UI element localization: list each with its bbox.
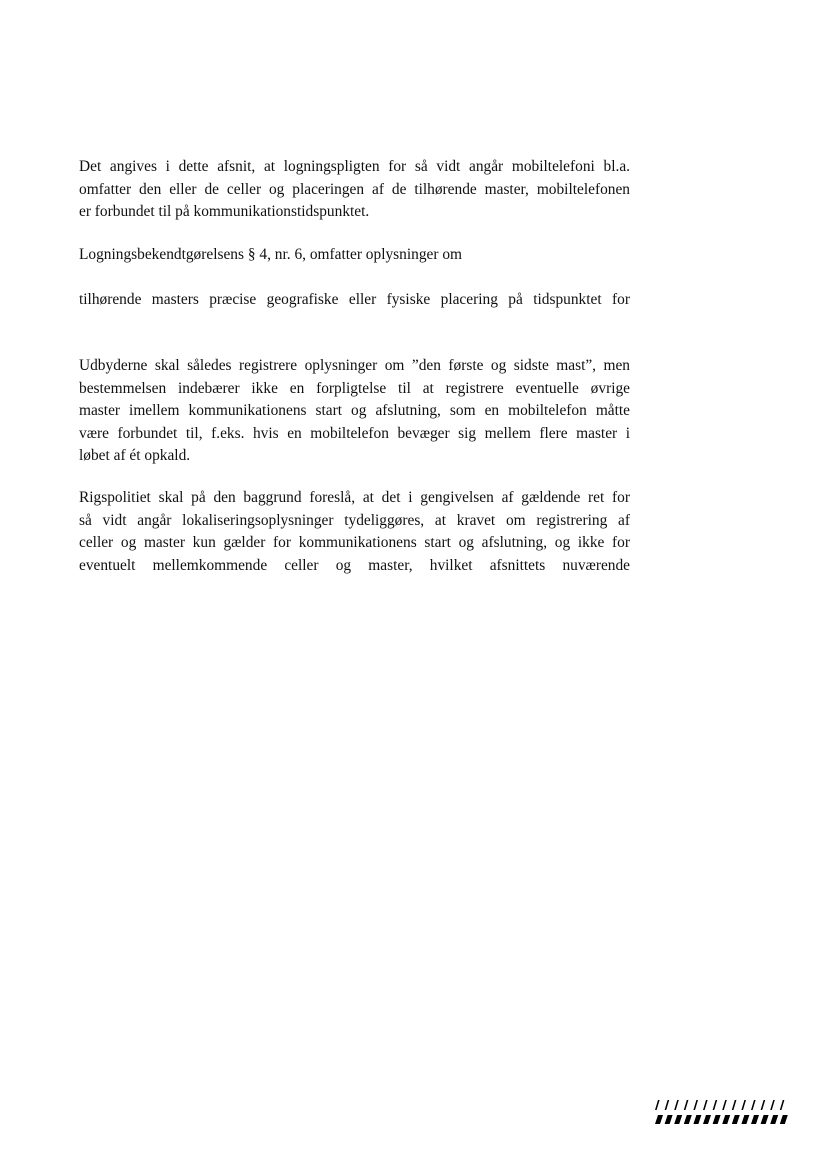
text-line: bestemmelsen indebærer ikke en forpligtelse til at registrere eventuelle øvrige bbox=[79, 379, 630, 397]
text-line: tilhørende masters præcise geografiske eller fysiske placering på tidspunktet for bbox=[79, 291, 630, 308]
text-line: Logningsbekendtgørelsens § 4, nr. 6, omfatter oplysninger om bbox=[79, 246, 462, 263]
text-line: master imellem kommunikationens start og afslutning, som en mobiltelefon måtte bbox=[79, 402, 630, 420]
text-line: celler og master kun gælder for kommunikationens start og afslutning, og ikke for bbox=[79, 534, 630, 552]
text-line: eventuelt mellemkommende celler og master, hvilket afsnittets nuværende bbox=[79, 556, 630, 574]
text-line: løbet af ét opkald. bbox=[79, 447, 191, 465]
text-line: Rigspolitiet skal på den baggrund foreslå, at det i gengivelsen af gældende ret for bbox=[79, 489, 630, 506]
paragraph-first-last-mast bbox=[79, 355, 630, 468]
paragraph-logging-scope bbox=[79, 156, 630, 224]
text-line: omfatter den eller de celler og placeringen af de tilhørende master, mobiltelefonen bbox=[79, 180, 630, 198]
barcode-icon bbox=[653, 1098, 789, 1126]
text-line: Udbyderne skal således registrere oplysninger om ”den første og sidste mast”, men bbox=[79, 357, 630, 374]
text-line: er forbundet til på kommunikationstidspunktet. bbox=[79, 203, 370, 221]
paragraph-mast-placement bbox=[79, 289, 630, 312]
text-line: så vidt angår lokaliseringsoplysninger tydeliggøres, at kravet om registrering af bbox=[79, 511, 630, 529]
paragraph-regulation-reference bbox=[79, 244, 630, 267]
text-line: være forbundet til, f.eks. hvis en mobiltelefon bevæger sig mellem flere master i bbox=[79, 424, 630, 442]
text-line: Det angives i dette afsnit, at logningspligten for så vidt angår mobiltelefoni bl.a. bbox=[79, 158, 630, 175]
paragraph-rigspolitiet-proposal bbox=[79, 487, 630, 577]
